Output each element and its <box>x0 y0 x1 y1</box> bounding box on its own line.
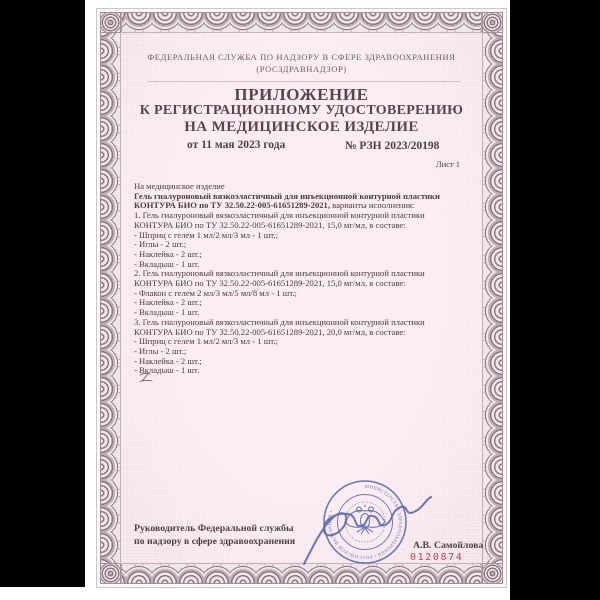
signature <box>304 497 431 564</box>
border-rosette-top-left <box>100 12 121 33</box>
body-lines <box>134 182 484 376</box>
body-line: 2. Гель гиалуроновый вязкоэластичный для инъекционной контурной пластики <box>134 268 425 279</box>
body-line: КОНТУРА БИО по ТУ 32.50.22-005-61651289-2021, 20,0 мг/мл, в составе: <box>134 326 406 337</box>
stamp-ring-text: МИНИСТЕРСТВО ЗДРАВООХРАНЕНИЯ • РОССИЙСКОЙ ФЕДЕРАЦИИ • <box>326 483 404 561</box>
serial-number: 0120874 <box>410 552 464 563</box>
border-rosette-bottom-left <box>100 563 121 584</box>
body-line: - Наклейка - 2 шт.; <box>134 297 202 308</box>
official-title-line-1: Руководитель Федеральной службы <box>134 523 294 534</box>
title-line-1: ПРИЛОЖЕНИЕ <box>234 85 369 104</box>
body-line: - Иглы - 2 шт.; <box>134 345 187 356</box>
body-line: Гель гиалуроновый вязкоэластичный для инъекционной контурной пластики <box>134 190 440 201</box>
official-title-line-2: по надзору в сфере здравоохранения <box>134 536 296 547</box>
handwritten-mark <box>137 371 155 385</box>
body-line: 1. Гель гиалуроновый вязкоэластичный для инъекционной контурной пластики <box>134 210 425 221</box>
certificate-document <box>96 8 507 588</box>
body-line: - Шприц с гелем 1 мл/2 мл/3 мл - 1 шт.; <box>134 229 278 240</box>
org-name: ФЕДЕРАЛЬНАЯ СЛУЖБА ПО НАДЗОРУ В СФЕРЕ ЗДРАВООХРАНЕНИЯ <box>147 52 456 62</box>
body-line: КОНТУРА БИО по ТУ 32.50.22-005-61651289-2021, варианты исполнения: <box>134 200 415 211</box>
body-line: - Флакон с гелем 2 мл/3 мл/5 мл/8 мл - 1 шт.; <box>134 287 297 298</box>
issue-date: от 11 мая 2023 года <box>187 139 286 151</box>
body-line: На медицинское изделие <box>134 181 225 191</box>
border-rosette-top-right <box>482 12 503 33</box>
body-line: - Вкладыш - 1 шт. <box>134 258 200 269</box>
body-line: - Шприц с гелем 1 мл/2 мл/3 мл - 1 шт.; <box>134 336 278 347</box>
body-line: - Наклейка - 2 шт.; <box>134 248 202 259</box>
eagle-emblem-icon <box>345 505 385 535</box>
registration-number: № РЗН 2023/20198 <box>345 140 440 152</box>
official-stamp <box>292 464 437 576</box>
title-line-3: НА МЕДИЦИНСКОЕ ИЗДЕЛИЕ <box>184 119 419 135</box>
sheet-number: Лист 1 <box>435 159 460 169</box>
body-line: КОНТУРА БИО по ТУ 32.50.22-005-61651289-2021, 15,0 мг/мл, в составе: <box>134 219 406 230</box>
title-line-2: К РЕГИСТРАЦИОННОМУ УДОСТОВЕРЕНИЮ <box>139 103 464 118</box>
body-line: - Вкладыш - 1 шт. <box>134 307 200 318</box>
guilloche-border-top <box>100 12 503 34</box>
header-divider-line <box>147 81 461 82</box>
official-name: А.В. Самойлова <box>413 540 484 551</box>
border-rosette-bottom-right <box>482 563 503 584</box>
body-line: - Иглы - 2 шт.; <box>134 239 187 250</box>
body-line: 3. Гель гиалуроновый вязкоэластичный для инъекционной контурной пластики <box>134 316 425 327</box>
org-short-name: (РОСЗДРАВНАДЗОР) <box>256 64 347 74</box>
body-line: КОНТУРА БИО по ТУ 32.50.22-005-61651289-2021, 15,0 мг/мл, в составе: <box>134 278 406 289</box>
body-line: - Вкладыш - 1 шт. <box>134 365 200 376</box>
scan-black-band-right <box>510 0 600 600</box>
scan-black-band-left <box>0 0 85 587</box>
body-line: - Наклейка - 2 шт.; <box>134 355 202 366</box>
